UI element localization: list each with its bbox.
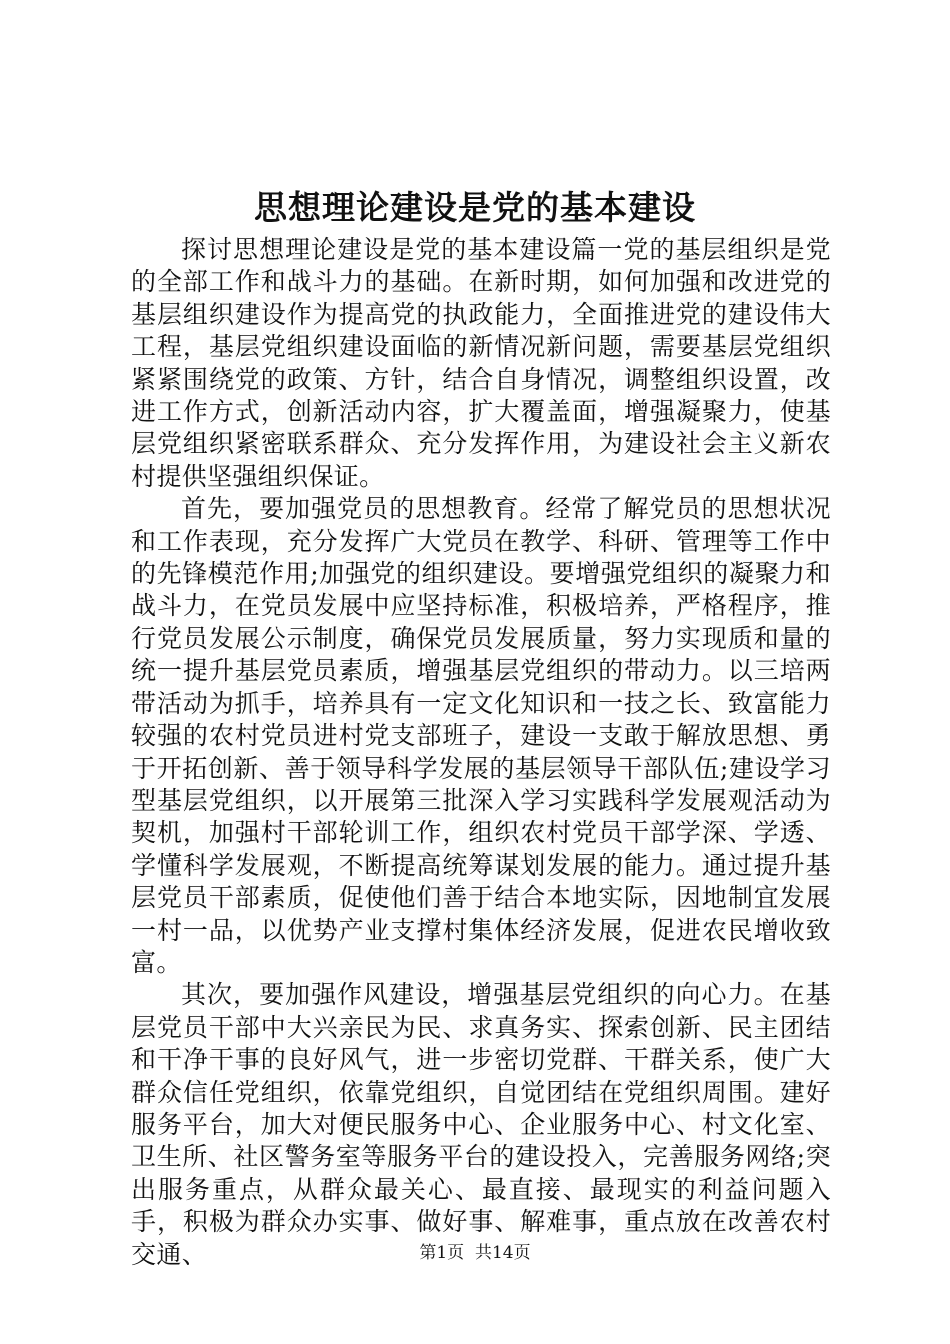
- document-title: 思想理论建设是党的基本建设: [254, 188, 696, 227]
- page-number-label: 第1页 共14页: [419, 1243, 531, 1263]
- paragraph-3: 其次，要加强作风建设，增强基层党组织的向心力。在基层党员干部中大兴亲民为民、求真务实、探索创新、民主团结和干净干事的良好风气，进一步密切党群、干群关系，使广大群众信任党组织，依靠党组织，自觉团结在党组织周围。建好服务平台，加大对便民服务中心、企业服务中心、村文化室、卫生所、社区警务室等服务平台的建设投入，完善服务网络;突出服务重点，从群众最关心、最直接、最现实的利益问题入手，积极为群众办实事、做好事、解难事，重点放在改善农村交通、: [131, 980, 831, 1269]
- page-footer: [0, 1242, 950, 1264]
- paragraph-2: 首先，要加强党员的思想教育。经常了解党员的思想状况和工作表现，充分发挥广大党员在教学、科研、管理等工作中的先锋模范作用;加强党的组织建设。要增强党组织的凝聚力和战斗力，在党员发展中应坚持标准，积极培养，严格程序，推行党员发展公示制度，确保党员发展质量，努力实现质和量的统一提升基层党员素质，增强基层党组织的带动力。以三培两带活动为抓手，培养具有一定文化知识和一技之长、致富能力较强的农村党员进村党支部班子，建设一支敢于解放思想、勇于开拓创新、善于领导科学发展的基层领导干部队伍;建设学习型基层党组织，以开展第三批深入学习实践科学发展观活动为契机，加强村干部轮训工作，组织农村党员干部学深、学透、学懂科学发展观，不断提高统筹谋划发展的能力。通过提升基层党员干部素质，促使他们善于结合本地实际，因地制宜发展一村一品，以优势产业支撑村集体经济发展，促进农民增收致富。: [131, 494, 831, 977]
- paragraph-1: 探讨思想理论建设是党的基本建设篇一党的基层组织是党的全部工作和战斗力的基础。在新时期，如何加强和改进党的基层组织建设作为提高党的执政能力，全面推进党的建设伟大工程，基层党组织建设面临的新情况新问题，需要基层党组织紧紧围绕党的政策、方针，结合自身情况，调整组织设置，改进工作方式，创新活动内容，扩大覆盖面，增强凝聚力，使基层党组织紧密联系群众、充分发挥作用，为建设社会主义新农村提供坚强组织保证。: [131, 235, 831, 491]
- document-body: [131, 234, 831, 1271]
